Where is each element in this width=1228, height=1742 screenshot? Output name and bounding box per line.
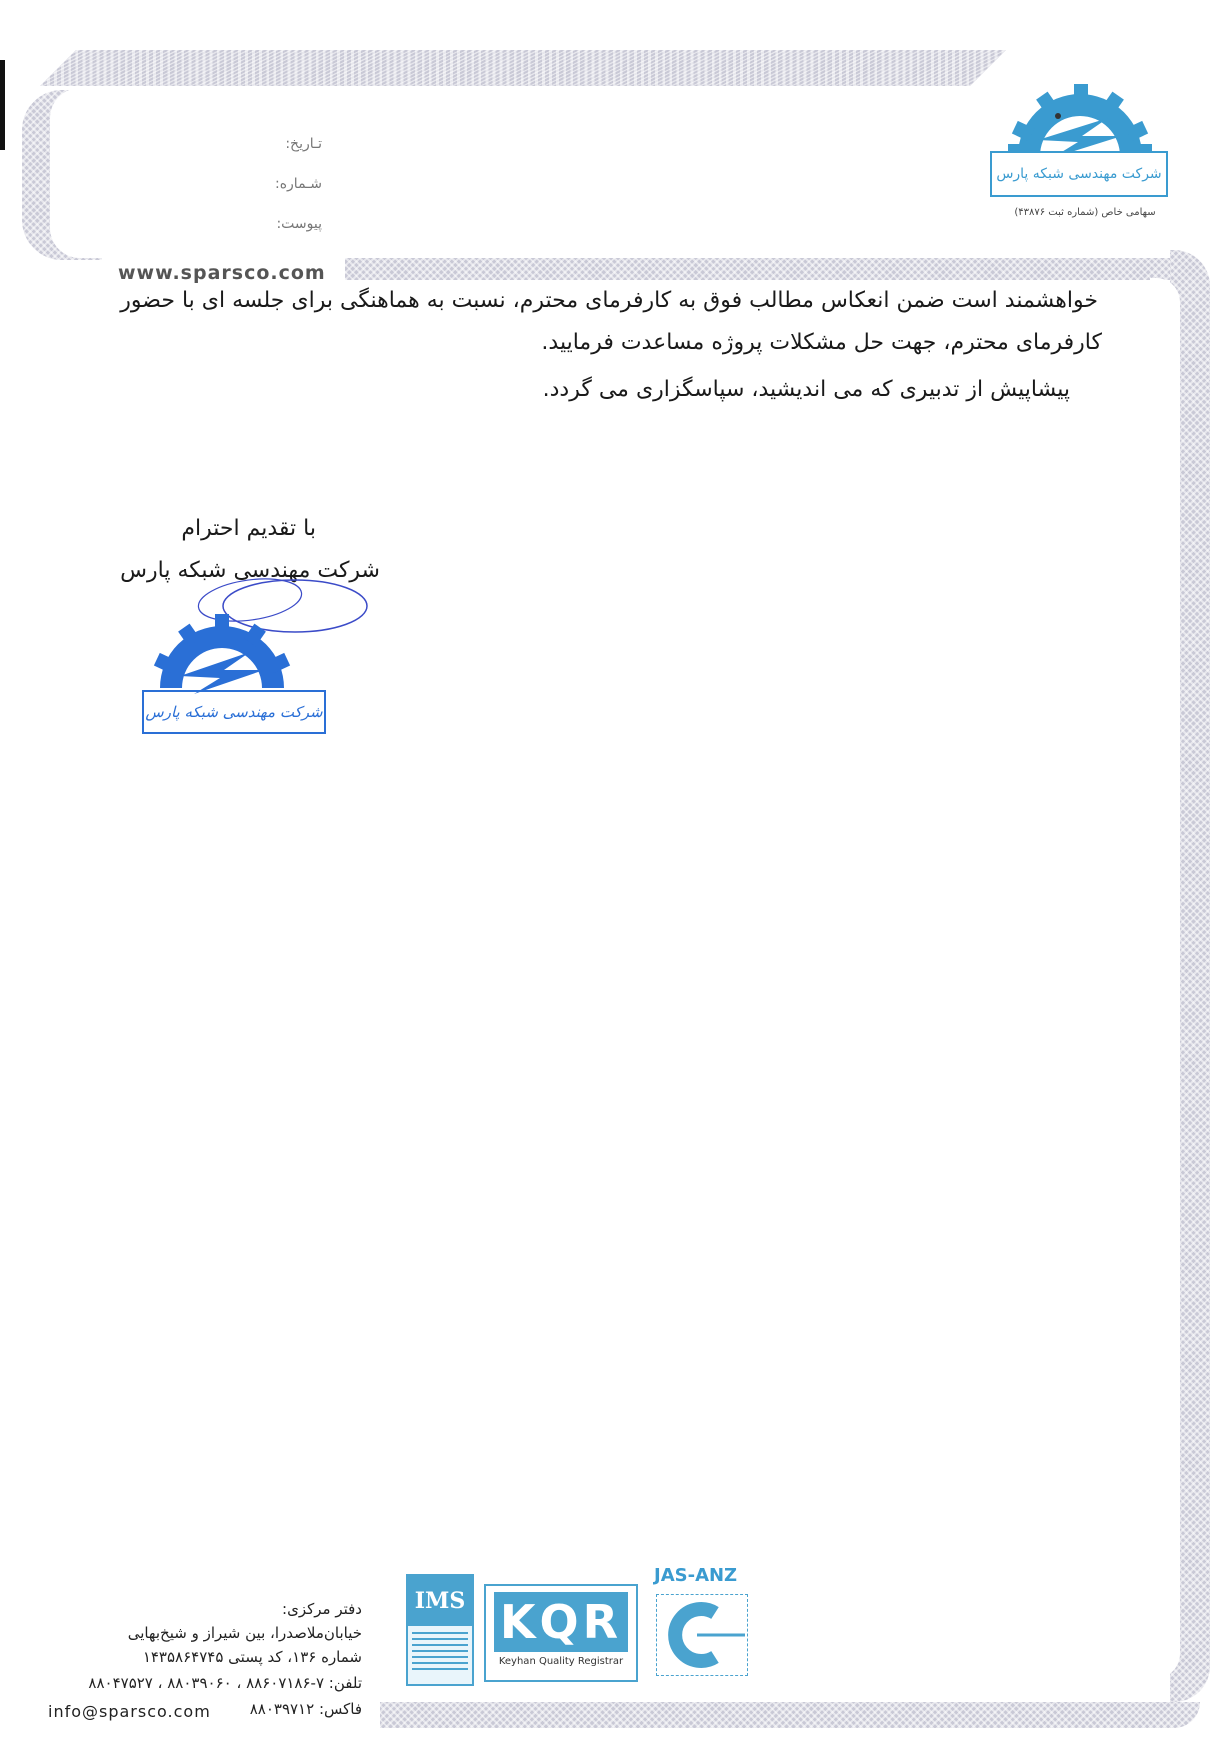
ims-text: IMS	[414, 1588, 466, 1614]
kqr-text: KQR	[494, 1592, 628, 1652]
body-line-3: پیشاپیش از تدبیری که می اندیشید، سپاسگزاری می گردد.	[542, 377, 1070, 402]
company-name-box	[990, 151, 1168, 197]
company-name: شرکت مهندسی شبکه پارس	[996, 166, 1162, 182]
number-label: شـماره:	[274, 176, 322, 192]
ims-cert-logo	[406, 1574, 474, 1686]
jas-anz-label: JAS-ANZ	[654, 1565, 738, 1586]
body-line-2: کارفرمای محترم، جهت حل مشکلات پروژه مساعدت فرمایید.	[541, 330, 1102, 355]
address-line-2: شماره ۱۳۶، کد پستی ۱۴۳۵۸۶۴۷۴۵	[142, 1648, 362, 1666]
company-logo	[990, 78, 1170, 218]
left-edge-mark	[0, 60, 5, 150]
signature-closing: با تقدیم احترام	[181, 516, 316, 541]
kqr-cert-logo	[484, 1584, 638, 1682]
website-text: www.sparsco.com	[118, 262, 326, 284]
signature-company: شرکت مهندسی شبکه پارس	[120, 558, 380, 583]
stamp-box	[142, 690, 326, 734]
frame-bottom-band	[380, 1702, 1200, 1728]
jas-anz-cert-logo	[656, 1594, 748, 1676]
stamp-text: شرکت مهندسی شبکه پارس	[145, 703, 323, 721]
frame-mid-band	[345, 258, 1195, 280]
phone-line: تلفن: ۷-۸۸۶۰۷۱۸۶ ، ۸۸۰۳۹۰۶۰ ، ۸۸۰۴۷۵۲۷	[88, 1674, 362, 1692]
kqr-caption: Keyhan Quality Registrar	[498, 1656, 624, 1667]
frame-top-band	[40, 50, 1006, 86]
address-line-1: خیابان‌ملاصدرا، بین شیراز و شیخ‌بهایی	[127, 1624, 362, 1642]
company-stamp	[140, 578, 370, 738]
jas-anz-c-icon	[657, 1595, 747, 1675]
office-label: دفتر مرکزی:	[282, 1600, 362, 1618]
attachment-label: پیوست:	[276, 216, 322, 232]
company-subtitle: سهامی خاص (شماره ثبت ۴۳۸۷۶)	[1014, 207, 1156, 218]
frame-right-inner	[1150, 278, 1180, 1678]
header-white-panel	[50, 88, 1010, 258]
date-label: تـاریخ:	[285, 136, 322, 152]
body-line-1: خواهشمند است ضمن انعکاس مطالب فوق به کارفرمای محترم، نسبت به هماهنگی برای جلسه ای با حضور	[120, 288, 1098, 313]
email-text: info@sparsco.com	[48, 1702, 211, 1721]
fax-line: فاکس: ۸۸۰۳۹۷۱۲	[249, 1700, 362, 1718]
